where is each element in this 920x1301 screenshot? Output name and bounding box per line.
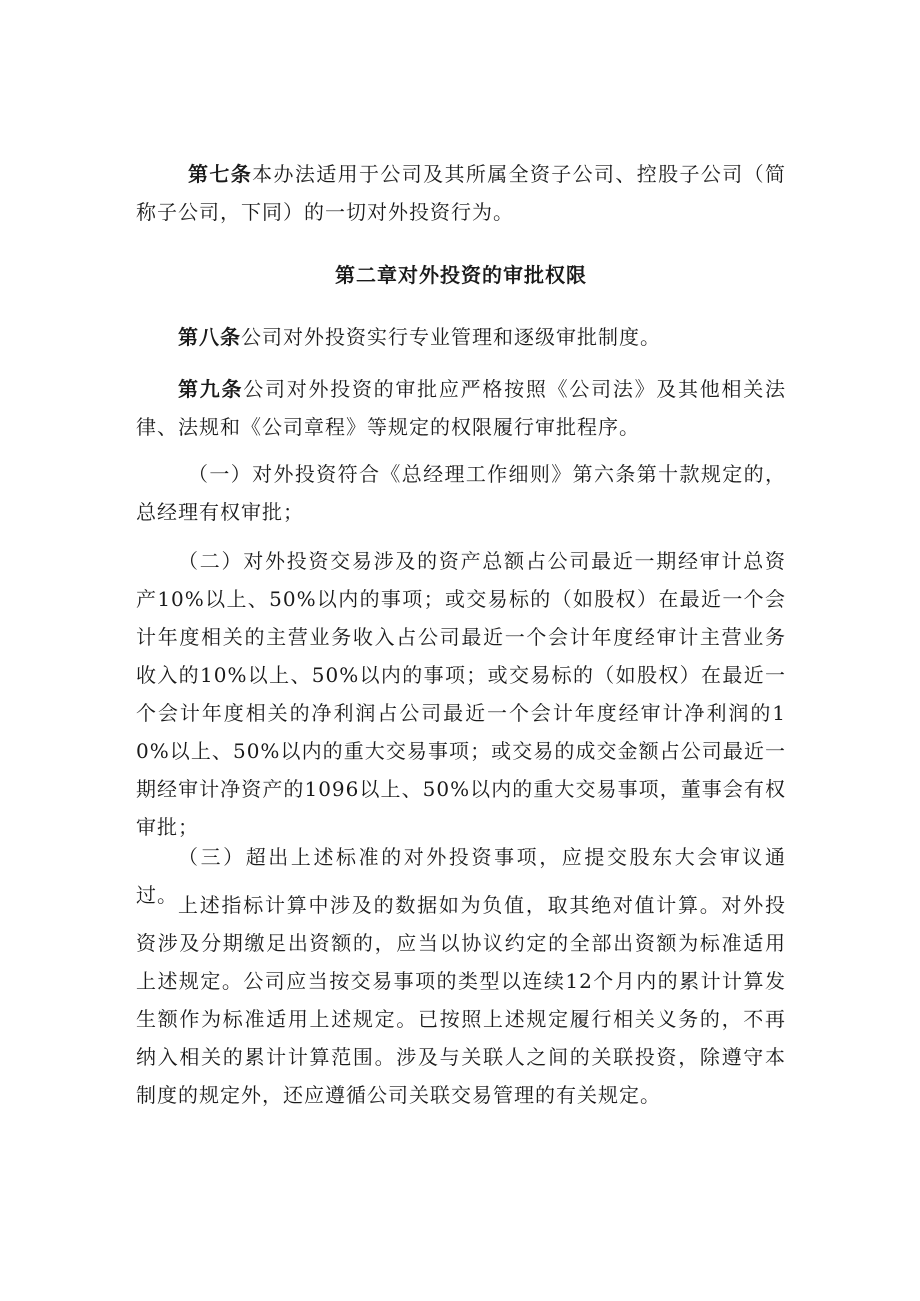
article-8-label: 第八条 xyxy=(178,325,241,349)
article-7-text: 本办法适用于公司及其所属全资子公司、控股子公司（简称子公司，下同）的一切对外投资行为。 xyxy=(136,162,787,224)
chapter-2-heading: 第二章对外投资的审批权限 xyxy=(335,263,587,287)
item-1-paragraph: （一）对外投资符合《总经理工作细则》第六条第十款规定的，总经理有权审批； xyxy=(136,462,786,524)
article-9-paragraph xyxy=(136,370,786,446)
article-7-label: 第七条 xyxy=(188,162,253,186)
article-8-paragraph xyxy=(136,318,786,356)
article-9-text: 公司对外投资的审批应严格按照《公司法》及其他相关法律、法规和《公司章程》等规定的权限履行审批程序。 xyxy=(136,377,787,439)
article-9-label: 第九条 xyxy=(178,377,244,401)
item-3-paragraph: （三）超出上述标准的对外投资事项，应提交股东大会审议通过。 xyxy=(136,845,786,907)
closing-paragraph: 上述指标计算中涉及的数据如为负值，取其绝对值计算。对外投资涉及分期缴足出资额的，应当以协议约定的全部出资额为标准适用上述规定。公司应当按交易事项的类型以连续12个月内的累计计算发生额作为标准适用上述规定。已按照上述规定履行相关义务的，不再纳入相关的累计计算范围。涉及与关联人之间的关联投资，除遵守本制度的规定外，还应遵循公司关联交易管理的有关规定。 xyxy=(136,893,786,1107)
item-2-paragraph: （二）对外投资交易涉及的资产总额占公司最近一期经审计总资产10%以上、50%以内的事项；或交易标的（如股权）在最近一个会计年度相关的主营业务收入占公司最近一个会计年度经审计主营业务收入的10%以上、50%以内的事项；或交易标的（如股权）在最近一个会计年度相关的净利润占公司最近一个会计年度经审计净利润的10%以上、50%以内的重大交易事项；或交易的成交金额占公司最近一期经审计净资产的1096以上、50%以内的重大交易事项，董事会有权审批； xyxy=(136,549,786,839)
article-7-paragraph xyxy=(136,155,786,231)
article-8-text: 公司对外投资实行专业管理和逐级审批制度。 xyxy=(241,325,661,349)
